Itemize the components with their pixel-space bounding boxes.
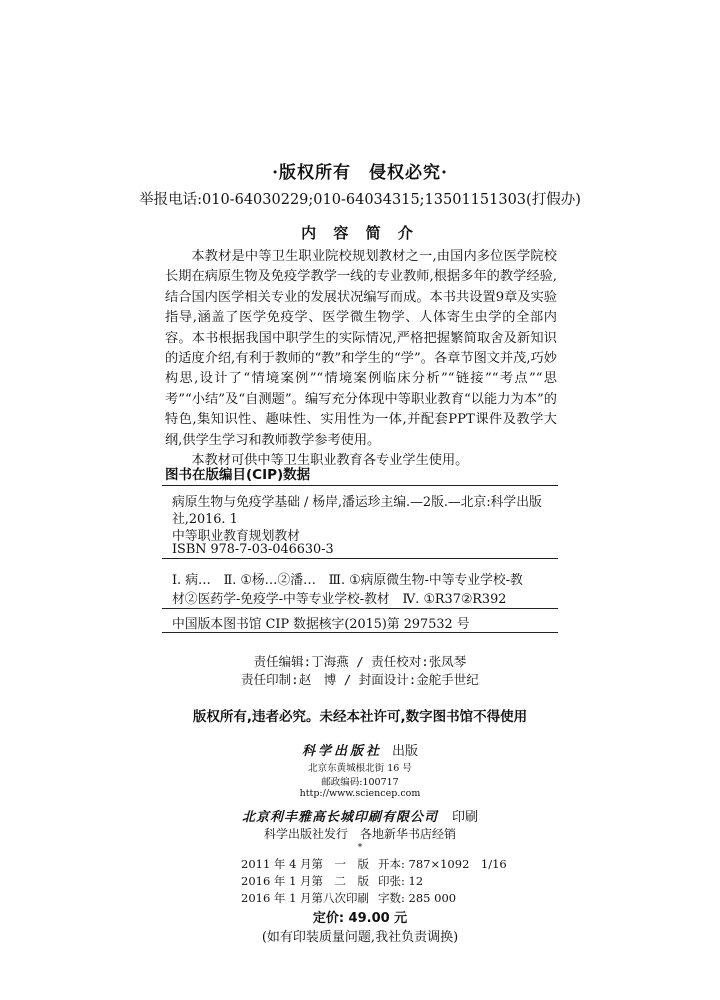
rights-notice: 版权所有,违者必究。未经本社许可,数字图书馆不得使用 — [192, 709, 528, 725]
edition-date: 2016 年 1 月第 二 版 — [241, 874, 370, 888]
edition-spec: 开本: 787×1092 1/16 — [378, 857, 507, 871]
summary-body — [165, 247, 557, 471]
publisher-name: 科学出版社 — [301, 744, 382, 759]
divider — [162, 632, 558, 633]
divider — [162, 558, 558, 559]
printer-name: 北京利丰雅高长城印刷有限公司 — [241, 810, 438, 825]
edition-spec: 印张: 12 — [378, 874, 424, 888]
publisher-postcode: 邮政编码:100717 — [321, 777, 399, 788]
cip-line: 社,2016. 1 — [172, 512, 238, 527]
publisher-suffix: 出版 — [392, 744, 419, 759]
summary-paragraph: 本教材可供中等卫生职业教育各专业学生使用。 — [191, 453, 469, 469]
quality-notice: (如有印装质量问题,我社负责调换) — [261, 930, 459, 945]
distribution-line: 科学出版社发行 各地新华书店经销 — [263, 827, 456, 841]
edition-spec: 字数: 285 000 — [378, 891, 457, 905]
cip-line: Ⅰ. 病… Ⅱ. ①杨…②潘… Ⅲ. ①病原微生物-中等专业学校-教 — [172, 573, 523, 588]
cip-title: 图书在版编目(CIP)数据 — [165, 467, 311, 483]
publisher-address: 北京东黄城根北街 16 号 — [308, 763, 412, 774]
cip-line: 病原生物与免疫学基础 / 杨岸,潘运珍主编.—2版.—北京:科学出版 — [172, 495, 542, 510]
separator-star: * — [357, 843, 363, 853]
staff-editors: 责任编辑:丁海燕 / 责任校对:张凤琴 — [253, 654, 467, 669]
publisher-website: http://www.sciencep.com — [299, 788, 421, 799]
report-phone: 举报电话:010-64030229;010-64034315;13501151303(打假办) — [139, 192, 581, 208]
staff-production: 责任印制:赵 博 / 封面设计:金舵手世纪 — [241, 672, 479, 687]
publisher-line — [0, 740, 720, 759]
printer-suffix: 印刷 — [452, 810, 479, 825]
summary-paragraph: 本教材是中等卫生职业院校规划教材之一,由国内多位医学院校长期在病原生物及免疫学教学一线的专业教师,根据多年的教学经验,结合国内医学相关专业的发展状况编写而成。本书共设置9章及实验指导,涵盖了医学免疫学、医学微生物学、人体寄生虫学的全部内容。本书根据我国中职学生的实际情况,严格把握繁简取舍及新知识的适度介绍,有利于教师的“教”和学生的“学”。各章节图文并茂,巧妙构思,设计了“情境案例”“情境案例临床分析”“链接”“考点”“思考”“小结”及“自测题”。编写充分体现中等职业教育“以能力为本”的特色,集知识性、趣味性、实用性为一体,并配套PPT课件及教学大纲,供学生学习和教师教学参考使用。 — [165, 249, 557, 448]
copyright-title: ·版权所有 侵权必究· — [272, 163, 448, 183]
edition-row — [241, 856, 507, 872]
cip-line: 材②医药学-免疫学-中等专业学校-教材 Ⅳ. ①R37②R392 — [172, 592, 507, 607]
cip-line: ISBN 978-7-03-046630-3 — [172, 542, 334, 557]
edition-row — [241, 890, 456, 906]
edition-date: 2016 年 1 月第八次印刷 — [241, 891, 370, 905]
summary-title: 内 容 简 介 — [301, 224, 419, 242]
edition-row — [241, 873, 423, 889]
edition-date: 2011 年 4 月第 一 版 — [241, 857, 370, 871]
divider — [162, 485, 558, 486]
printer-line — [0, 806, 720, 825]
price: 定价: 49.00 元 — [312, 911, 408, 926]
cip-line: 中等职业教育规划教材 — [172, 529, 300, 544]
cip-line: 中国版本图书馆 CIP 数据核字(2015)第 297532 号 — [172, 617, 470, 632]
divider — [162, 608, 558, 609]
